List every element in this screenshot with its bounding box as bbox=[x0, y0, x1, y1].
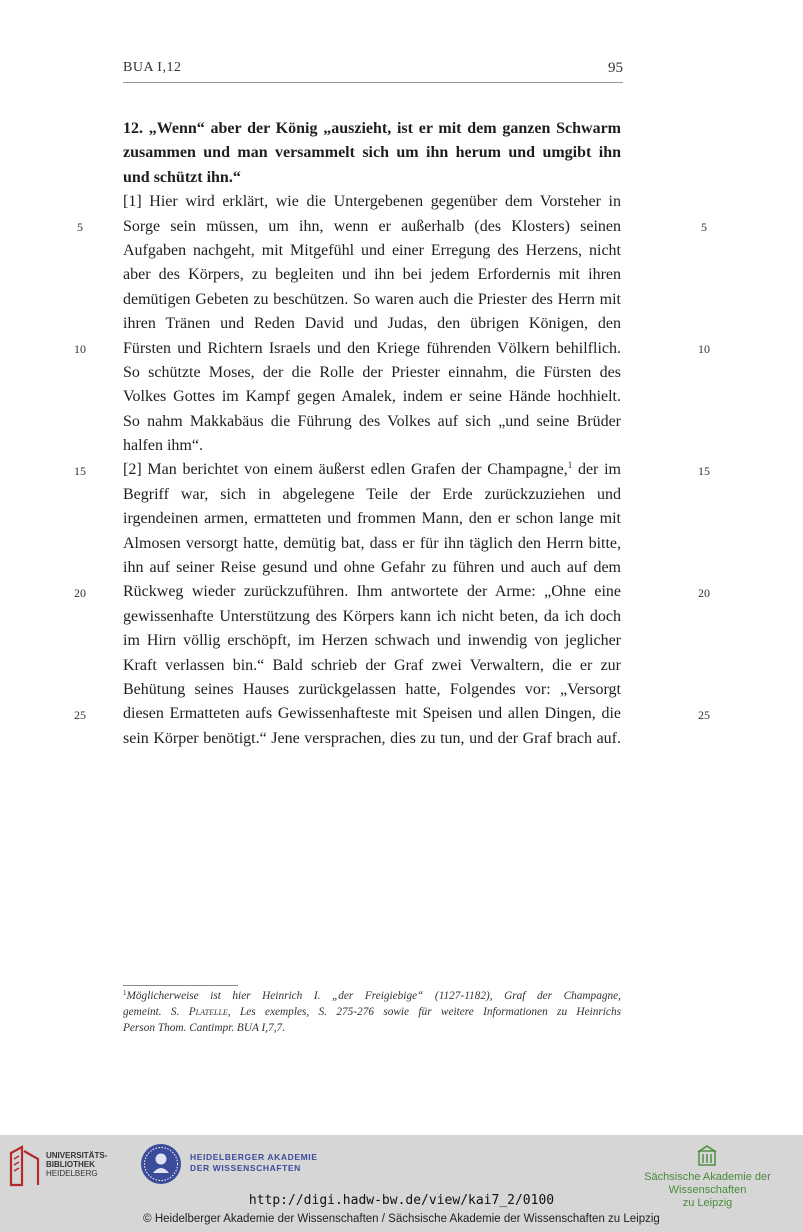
text-line: irgendeinen armen, ermatteten und frommen Mann, den er schon lange mit bbox=[123, 510, 621, 528]
ub-logo-text bbox=[46, 1151, 107, 1178]
footnote-author: Platelle bbox=[188, 1006, 228, 1018]
text-line: sein Körper benötigt.“ Jene versprachen, dies zu tun, und der Graf brach auf. bbox=[123, 729, 621, 747]
footnote-line bbox=[123, 1004, 621, 1020]
line-number-left: 5 bbox=[77, 220, 83, 234]
page-header bbox=[123, 60, 623, 83]
text-line: halfen ihm“. bbox=[123, 437, 203, 455]
line-number-left: 10 bbox=[74, 342, 86, 356]
ub-line: HEIDELBERG bbox=[46, 1169, 98, 1178]
text-line: So schützte Moses, der die Rolle der Priester einnahm, die Fürsten des bbox=[123, 363, 621, 381]
text-line: ihn auf seiner Reise gesund und ohne Gefahr zu führen und auch auf dem bbox=[123, 559, 621, 577]
footnote-line bbox=[123, 988, 621, 1004]
text-line-with-footnote bbox=[123, 458, 621, 482]
text-line: ihren Tränen und Reden David und Judas, den übrigen Königen, den bbox=[123, 315, 621, 333]
text-line: Behütung seines Hauses zurückgelassen hatte, Folgendes vor: „Versorgt bbox=[123, 680, 621, 698]
text-line: demütigen Gebeten zu beschützen. So waren auch die Priester des Herrn mit bbox=[123, 290, 621, 308]
text-line: aber des Körpers, zu begleiten und ihn bei jedem Erfordernis mit ihren bbox=[123, 266, 621, 284]
text-line: im Hirn völlig erschöpft, im Herzen schwach und inwendig von jeglicher bbox=[123, 632, 621, 650]
text-line: Almosen versorgt hatte, demütig bat, dass er für ihn täglich den Herrn bitte, bbox=[123, 534, 621, 552]
body-text bbox=[123, 117, 621, 751]
line-number-left: 15 bbox=[74, 464, 86, 478]
copyright-notice: © Heidelberger Akademie der Wissenschaften / Sächsische Akademie der Wissenschaften zu Leipzig bbox=[143, 1213, 660, 1225]
hadw-logo-text bbox=[190, 1152, 318, 1174]
line-number-right: 5 bbox=[701, 220, 707, 234]
document-url[interactable]: http://digi.hadw-bw.de/view/kai7_2/0100 bbox=[248, 1193, 555, 1208]
text-line: Rückweg wieder zurückzuführen. Ihm antwortete der Arme: „Ohne eine bbox=[123, 583, 621, 601]
text-line: So nahm Makkabäus die Führung des Volkes auf sich „und seine Brüder bbox=[123, 412, 621, 430]
heading-line: 12. „Wenn“ aber der König „auszieht, ist er mit dem ganzen Schwarm bbox=[123, 120, 621, 137]
heading-line: zusammen und man versammelt sich um ihn herum und umgibt ihn bbox=[123, 144, 621, 162]
text-line: Kraft verlassen bin.“ Bald schrieb der Graf zwei Verwaltern, die er zur bbox=[123, 656, 621, 674]
text-line: gewissenhafte Unterstützung des Körpers kann ich nicht beten, da ich doch bbox=[123, 607, 621, 625]
line-number-right: 25 bbox=[698, 708, 710, 722]
line-number-right: 10 bbox=[698, 342, 710, 356]
page-number: 95 bbox=[608, 60, 623, 76]
saw-building-icon[interactable] bbox=[697, 1145, 717, 1167]
footnote-text: gemeint. S. bbox=[123, 1006, 189, 1018]
saw-line: zu Leipzig bbox=[682, 1197, 733, 1209]
line-number-right: 20 bbox=[698, 586, 710, 600]
text-line: [1] Hier wird erklärt, wie die Untergebenen gegenüber dem Vorsteher in bbox=[123, 193, 621, 211]
footnote-rule bbox=[123, 985, 238, 986]
text-line: diesen Ermatteten aufs Gewissenhafteste mit Speisen und allen Dingen, die bbox=[123, 705, 621, 723]
text-segment: [2] Man berichtet von einem äußerst edlen Grafen der Champagne, bbox=[123, 461, 568, 479]
text-line: Volkes Gottes im Kampf gegen Amalek, indem er seine Hände hochhielt. bbox=[123, 388, 621, 406]
footnote bbox=[123, 988, 621, 1036]
footnote-ref[interactable]: 1 bbox=[567, 460, 573, 471]
line-number-right: 15 bbox=[698, 464, 710, 478]
line-number-left: 25 bbox=[74, 708, 86, 722]
footnote-line: Person Thom. Cantimpr. BUA I,7,7. bbox=[123, 1022, 286, 1034]
footer-bar bbox=[0, 1135, 803, 1232]
text-segment: der im bbox=[577, 461, 622, 479]
ub-logo-icon bbox=[8, 1145, 44, 1189]
hadw-line: HEIDELBERGER AKADEMIE bbox=[190, 1152, 318, 1162]
footnote-text: , Les exemples, S. 275-276 sowie für weitere Informationen zu Heinrichs bbox=[227, 1006, 621, 1018]
footnote-marker: 1 bbox=[123, 989, 127, 997]
text-line: Aufgaben nachgeht, mit Mitgefühl und einer Erregung des Herzens, nicht bbox=[123, 241, 621, 259]
ub-line: BIBLIOTHEK bbox=[46, 1160, 95, 1169]
hadw-line: DER WISSENSCHAFTEN bbox=[190, 1163, 301, 1173]
saw-line: Sächsische Akademie der Wissenschaften bbox=[644, 1171, 771, 1196]
text-line: Fürsten und Richtern Israels und den Kriege führenden Völkern behilflich. bbox=[123, 339, 621, 357]
hadw-seal-icon[interactable] bbox=[140, 1143, 182, 1185]
running-head: BUA I,12 bbox=[123, 60, 182, 75]
heading-line: und schützt ihn.“ bbox=[123, 168, 241, 186]
text-line: Sorge sein müssen, um ihn, wenn er außerhalb (des Klosters) seinen bbox=[123, 217, 621, 235]
ub-line: UNIVERSITÄTS- bbox=[46, 1151, 108, 1160]
text-line: Begriff war, sich in abgelegene Teile der Erde zurückzuziehen und bbox=[123, 485, 621, 503]
footnote-text: Möglicherweise ist hier Heinrich I. „der Freigiebige“ (1127-1182), Graf der Champagne, bbox=[126, 990, 621, 1002]
line-number-left: 20 bbox=[74, 586, 86, 600]
